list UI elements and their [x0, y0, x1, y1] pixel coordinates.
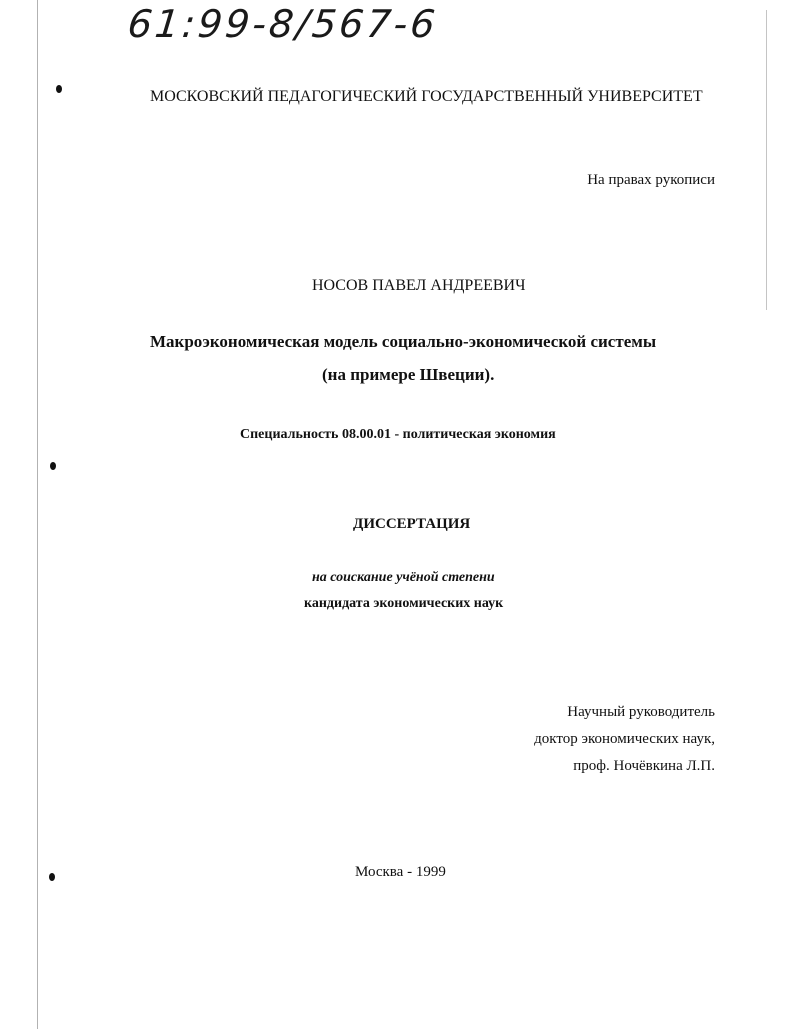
document-type: ДИССЕРТАЦИЯ — [353, 516, 471, 532]
dissertation-title-line2: (на примере Швеции). — [322, 365, 495, 384]
handwritten-stamp: 61:99-8/567-6 — [125, 2, 440, 46]
degree-line1: на соискание учёной степени — [312, 570, 495, 585]
supervisor-title: Научный руководитель — [567, 704, 715, 720]
city-year: Москва - 1999 — [355, 864, 446, 880]
university-name: МОСКОВСКИЙ ПЕДАГОГИЧЕСКИЙ ГОСУДАРСТВЕННЫЙ УНИВЕРСИТЕТ — [150, 88, 703, 105]
scan-dot — [49, 873, 55, 881]
supervisor-name: проф. Ночёвкина Л.П. — [573, 758, 715, 774]
scan-dot — [56, 85, 62, 93]
scan-dot — [50, 462, 56, 470]
supervisor-degree: доктор экономических наук, — [534, 731, 715, 747]
specialty: Специальность 08.00.01 - политическая экономия — [240, 427, 556, 442]
degree-line2: кандидата экономических наук — [304, 596, 504, 611]
dissertation-title-line1: Макроэкономическая модель социально-экономической системы — [150, 332, 657, 351]
author-name: НОСОВ ПАВЕЛ АНДРЕЕВИЧ — [312, 277, 526, 294]
scan-margin-line-left — [37, 0, 38, 1029]
scan-margin-line-right — [766, 10, 767, 310]
manuscript-note: На правах рукописи — [587, 172, 715, 188]
